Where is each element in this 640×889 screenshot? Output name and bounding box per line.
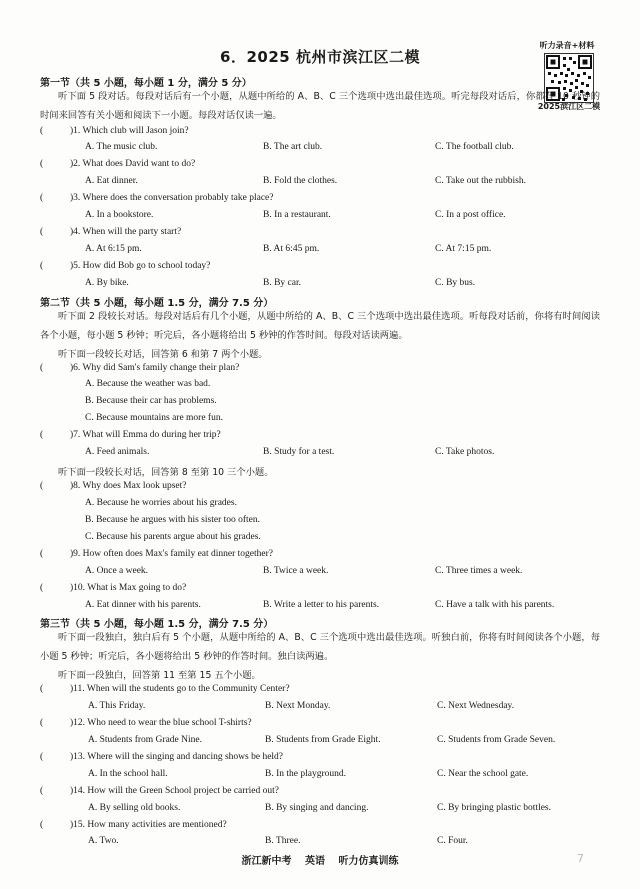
question-13-option-b: B. In the playground. <box>265 769 347 779</box>
page-footer: 浙江新中考 英语 听力仿真训练 <box>241 856 399 867</box>
question-1: ( )1. Which club will Jason join? <box>40 126 189 136</box>
section-2-instruction: 听下面 2 段较长对话。每段对话后有几个小题，从题中所给的 A、B、C 三个选项中选出最佳选项。听每段对话前，你将有时间阅读各个小题，每小题 5 秒钟；听完后，各小题将给出 5 秒钟的作答时间。每段对话读两遍。 <box>40 311 600 341</box>
section-3-heading: 第三节（共 5 小题，每小题 1.5 分，满分 7.5 分） <box>40 619 274 630</box>
question-11: ( )11. When will the students go to the Community Center? <box>40 684 290 694</box>
question-12-option-a: A. Students from Grade Nine. <box>88 735 202 745</box>
question-13-option-c: C. Near the school gate. <box>437 769 529 779</box>
question-10-option-c: C. Have a talk with his parents. <box>435 600 555 610</box>
question-2: ( )2. What does David want to do? <box>40 159 196 169</box>
question-4: ( )4. When will the party start? <box>40 227 182 237</box>
question-15-option-b: B. Three. <box>265 836 301 846</box>
section-2-lead-2: 听下面一段较长对话，回答第 8 至第 10 三个小题。 <box>58 467 274 478</box>
question-13-option-a: A. In the school hall. <box>88 769 168 779</box>
question-13: ( )13. Where will the singing and dancing shows be held? <box>40 752 284 762</box>
question-4-option-a: A. At 6:15 pm. <box>85 244 142 254</box>
question-10-option-b: B. Write a letter to his parents. <box>263 600 380 610</box>
question-7: ( )7. What will Emma do during her trip? <box>40 430 221 440</box>
question-6-option-a: A. Because the weather was bad. <box>85 379 211 389</box>
question-8: ( )8. Why does Max look upset? <box>40 481 187 491</box>
question-1-option-b: B. The art club. <box>263 142 323 152</box>
qr-caption: 2025滨江区二模 <box>537 102 601 111</box>
question-1-option-a: A. The music club. <box>85 142 158 152</box>
question-8-option-c: C. Because his parents argue about his grades. <box>85 532 261 542</box>
question-11-option-c: C. Next Wednesday. <box>437 701 515 711</box>
question-5-option-c: C. By bus. <box>435 278 476 288</box>
section-3-lead: 听下面一段独白，回答第 11 至第 15 五个小题。 <box>58 670 261 681</box>
question-12-option-c: C. Students from Grade Seven. <box>437 735 556 745</box>
section-1-heading: 第一节（共 5 小题，每小题 1 分，满分 5 分） <box>40 78 252 89</box>
question-14-option-c: C. By bringing plastic bottles. <box>437 803 551 813</box>
question-3-option-a: A. In a bookstore. <box>85 210 154 220</box>
question-6: ( )6. Why did Sam's family change their plan? <box>40 363 240 373</box>
question-10: ( )10. What is Max going to do? <box>40 583 187 593</box>
question-7-option-c: C. Take photos. <box>435 447 495 457</box>
question-6-option-c: C. Because mountains are more fun. <box>85 413 223 423</box>
page-title: 6．2025 杭州市滨江区二模 <box>220 48 420 66</box>
question-12: ( )12. Who need to wear the blue school T-shirts? <box>40 718 252 728</box>
question-11-option-b: B. Next Monday. <box>265 701 331 711</box>
question-15: ( )15. How many activities are mentioned? <box>40 820 227 830</box>
question-9-option-b: B. Twice a week. <box>263 566 329 576</box>
question-8-option-a: A. Because he worries about his grades. <box>85 498 237 508</box>
question-14-option-b: B. By singing and dancing. <box>265 803 369 813</box>
question-3-option-b: B. In a restaurant. <box>263 210 331 220</box>
question-7-option-b: B. Study for a test. <box>263 447 335 457</box>
question-15-option-a: A. Two. <box>88 836 119 846</box>
question-15-option-c: C. Four. <box>437 836 468 846</box>
question-12-option-b: B. Students from Grade Eight. <box>265 735 381 745</box>
question-9: ( )9. How often does Max's family eat dinner together? <box>40 549 274 559</box>
question-2-option-a: A. Eat dinner. <box>85 176 138 186</box>
question-4-option-c: C. At 7:15 pm. <box>435 244 492 254</box>
qr-label: 听力录音+材料 <box>539 41 595 50</box>
question-2-option-b: B. Fold the clothes. <box>263 176 338 186</box>
question-3-option-c: C. In a post office. <box>435 210 506 220</box>
page-number: 7 <box>577 852 584 865</box>
section-2-heading: 第二节（共 5 小题，每小题 1.5 分，满分 7.5 分） <box>40 298 274 309</box>
question-2-option-c: C. Take out the rubbish. <box>435 176 526 186</box>
question-7-option-a: A. Feed animals. <box>85 447 150 457</box>
question-10-option-a: A. Eat dinner with his parents. <box>85 600 201 610</box>
question-14-option-a: A. By selling old books. <box>88 803 181 813</box>
section-1-instruction: 听下面 5 段对话。每段对话后有一个小题，从题中所给的 A、B、C 三个选项中选出最佳选项。听完每段对话后，你都有 10 秒钟的时间来回答有关小题和阅读下一小题。每段对话仅读一遍。 <box>40 91 600 121</box>
question-9-option-c: C. Three times a week. <box>435 566 523 576</box>
question-3: ( )3. Where does the conversation probably take place? <box>40 193 274 203</box>
question-9-option-a: A. Once a week. <box>85 566 149 576</box>
question-8-option-b: B. Because he argues with his sister too often. <box>85 515 261 525</box>
question-5-option-b: B. By car. <box>263 278 301 288</box>
section-3-instruction: 听下面一段独白，独白后有 5 个小题，从题中所给的 A、B、C 三个选项中选出最佳选项。听独白前，你将有时间阅读各个小题，每小题 5 秒钟；听完后，各小题将给出 5 秒钟的作答时间。独白读两遍。 <box>40 632 600 662</box>
question-4-option-b: B. At 6:45 pm. <box>263 244 320 254</box>
question-11-option-a: A. This Friday. <box>88 701 146 711</box>
section-2-lead-1: 听下面一段较长对话，回答第 6 和第 7 两个小题。 <box>58 349 268 360</box>
question-5: ( )5. How did Bob go to school today? <box>40 261 211 271</box>
question-6-option-b: B. Because their car has problems. <box>85 396 217 406</box>
question-1-option-c: C. The football club. <box>435 142 514 152</box>
question-5-option-a: A. By bike. <box>85 278 129 288</box>
question-14: ( )14. How will the Green School project be carried out? <box>40 786 279 796</box>
